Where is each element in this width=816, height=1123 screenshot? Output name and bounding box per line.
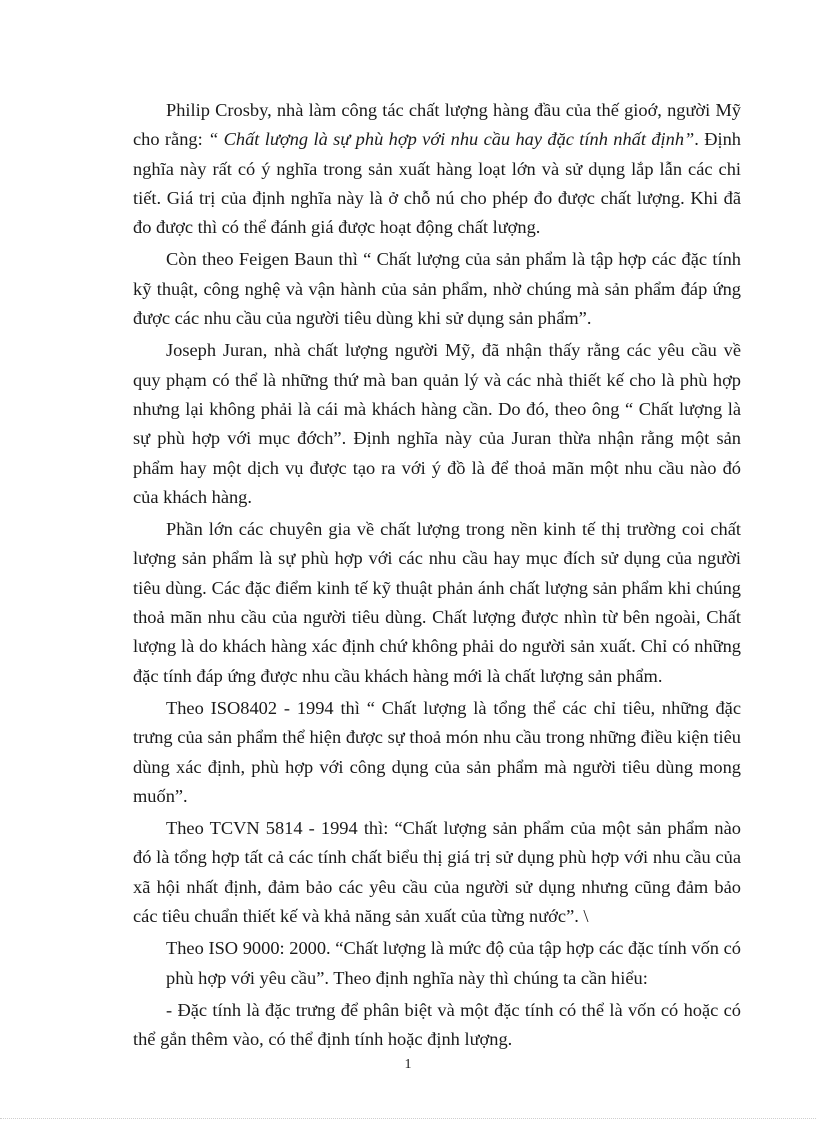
page-bottom-divider [0,1118,816,1119]
crosby-quote: “ Chất lượng là sự phù hợp với nhu cầu hay đặc tính nhất định” [208,129,695,150]
paragraph-iso8402: Theo ISO8402 - 1994 thì “ Chất lượng là tổng thể các chỉ tiêu, những đặc trưng của sản phẩm thể hiện được sự thoả món nhu cầu trong những điều kiện tiêu dùng xác định, phù hợp với công dụng của sản phẩm mà người tiêu dùng mong muốn”. [133,697,741,806]
paragraph-juran: Joseph Juran, nhà chất lượng người Mỹ, đã nhận thấy rằng các yêu cầu về quy phạm có thể là những thứ mà ban quản lý và các nhà thiết kế cho là phù hợp nhưng lại không phải là cái mà khách hàng cần. Do đó, theo ông “ Chất lượng là sự phù hợp với mục đớch”. Định nghĩa này của Juran thừa nhận rằng một sản phẩm hay một dịch vụ được tạo ra với ý đồ là để thoả mãn một nhu cầu nào đó của khách hàng. [133,340,741,507]
paragraph-tcvn: Theo TCVN 5814 - 1994 thì: “Chất lượng sản phẩm của một sản phẩm nào đó là tổng hợp tất cả các tính chất biểu thị giá trị sử dụng phù hợp với nhu cầu của xã hội nhất định, đảm bảo các yêu cầu của người sử dụng nhưng cũng đảm bảo các tiêu chuẩn thiết kế và khả năng sản xuất của từng nước”. \ [133,818,741,927]
page-number: 1 [404,1057,412,1072]
bullet-item: - Đặc tính là đặc trưng để phân biệt và một đặc tính có thể là vốn có hoặc có thể gắn thêm vào, có thể định tính hoặc định lượng. [133,999,741,1050]
document-body [133,96,741,1058]
paragraph-experts: Phần lớn các chuyên gia về chất lượng trong nền kinh tế thị trường coi chất lượng sản phẩm là sự phù hợp với các nhu cầu hay mục đích sử dụng của người tiêu dùng. Các đặc điểm kinh tế kỹ thuật phản ánh chất lượng sản phẩm khi chúng thoả mãn nhu cầu của người tiêu dùng. Chất lượng được nhìn từ bên ngoài, Chất lượng là do khách hàng xác định chứ không phải do người sản xuất. Chỉ có những đặc tính đáp ứng được nhu cầu khách hàng mới là chất lượng sản phẩm. [133,519,741,686]
crosby-intro-text: Philip Crosby, nhà làm công tác chất lượng hàng đầu của thế gioớ, người Mỹ cho rằng: [133,100,741,150]
paragraph-crosby [133,96,741,242]
crosby-rest-text: . Định nghĩa này rất có ý nghĩa trong sản xuất hàng loạt lớn và sử dụng lắp lẫn các chi tiết. Giá trị của định nghĩa này là ở chỗ nú cho phép đo được chất lượng. Khi đã đo được thì có thể đánh giá được hoạt động chất lượng. [133,129,741,238]
paragraph-iso9000: Theo ISO 9000: 2000. “Chất lượng là mức độ của tập hợp các đặc tính vốn có phù hợp với yêu cầu”. Theo định nghĩa này thì chúng ta cần hiểu: [166,938,741,988]
paragraph-feigen-baun: Còn theo Feigen Baun thì “ Chất lượng của sản phẩm là tập hợp các đặc tính kỹ thuật, công nghệ và vận hành của sản phẩm, nhờ chúng mà sản phẩm đáp ứng được các nhu cầu của người tiêu dùng khi sử dụng sản phẩm”. [133,249,741,329]
